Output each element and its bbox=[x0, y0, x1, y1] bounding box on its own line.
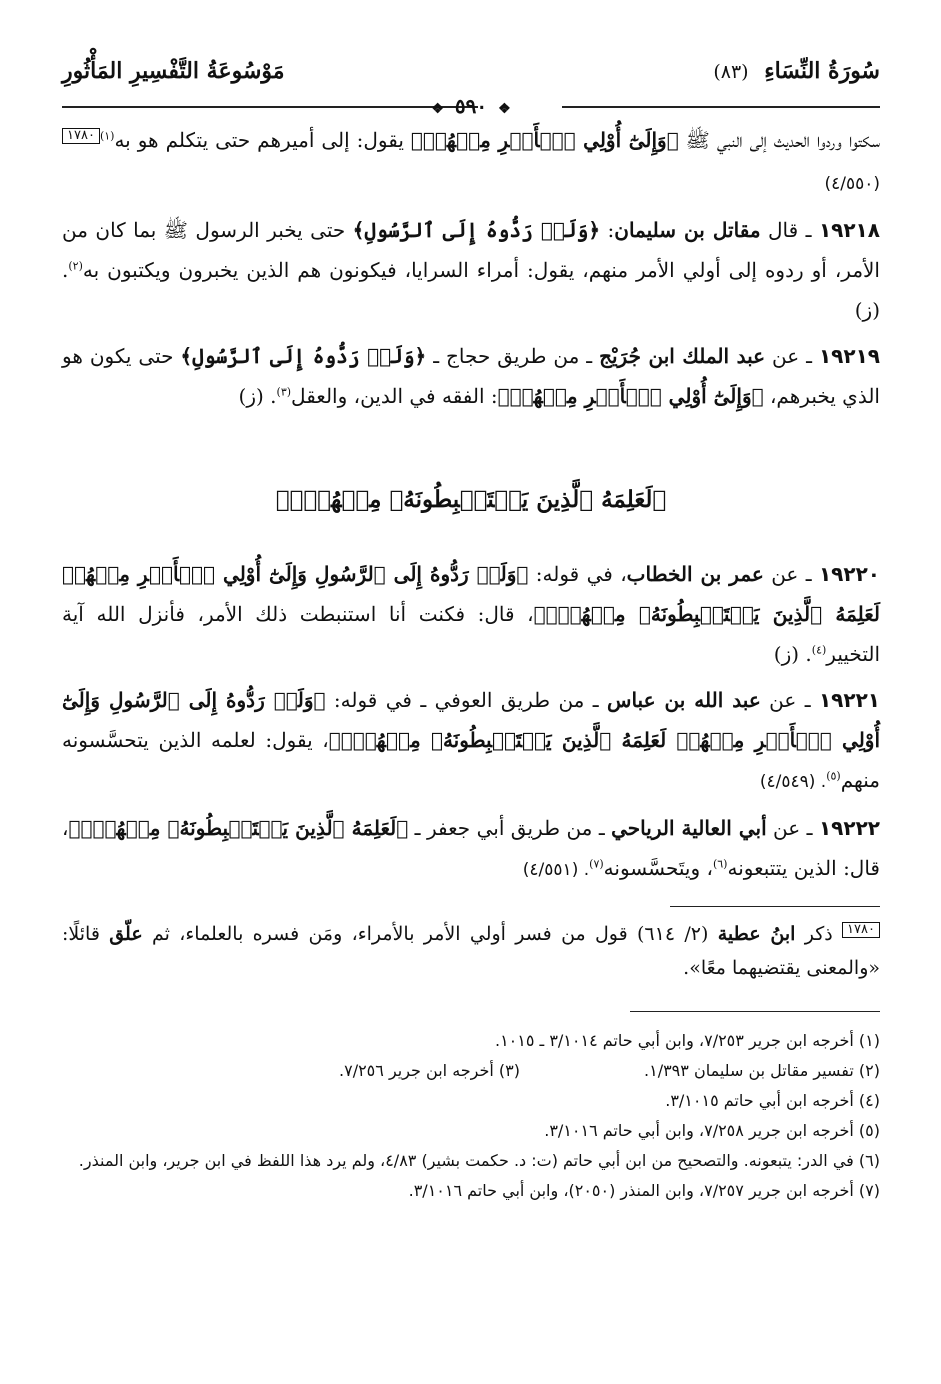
text: ـ من طريق أبي جعفر ـ bbox=[408, 816, 612, 840]
footnote-marker[interactable]: (٥) bbox=[826, 769, 841, 783]
text: ، يقول: لعلمه الذين يتحسَّسونه منهم bbox=[62, 728, 880, 792]
footnote-marker[interactable]: (٢) bbox=[68, 259, 83, 273]
quran-quote: ﴿وَإِلَىٰٓ أُوْلِي ٱلۡأَمۡرِ مِنۡهُمۡ﴾ bbox=[497, 384, 764, 408]
ornament-icon: ❖ bbox=[431, 101, 444, 117]
paragraph-continuation bbox=[62, 120, 880, 204]
text: حتى يخبر الرسول ﷺ بما كان من الأمر، أو ردوه إلى أولي الأمر منهم، يقول: أمراء السرايا، فيكونون هم الذين يخبرون ويكتبون به bbox=[62, 218, 880, 282]
book-title: مَوْسُوعَةُ التَّفْسِيرِ المَأْثُورِ bbox=[62, 58, 285, 84]
footnote-marker[interactable]: (٣) bbox=[276, 385, 292, 399]
narration-number: ١٩٢٢٢ bbox=[818, 816, 880, 840]
quran-quote: ﴿وَلَوۡ رَدُّوهُ إِلَى ٱلرَّسُولِ وَإِلَىٰٓ أُوْلِي ٱلۡأَمۡرِ مِنۡهُمۡ لَعَلِمَهُ ٱلَّذِينَ يَسۡتَنۢبِطُونَهُۥ مِنۡهُمۡۗ﴾ bbox=[62, 562, 880, 626]
narration-19222 bbox=[62, 808, 880, 890]
commentary-divider bbox=[670, 906, 880, 907]
narration-number: ١٩٢١٩ bbox=[818, 344, 880, 368]
text: ، في قوله: bbox=[528, 562, 627, 586]
footnote-5: (٥) أخرجه ابن جرير ٧/٢٥٨، وابن أبي حاتم ٣/١٠١٦. bbox=[544, 1121, 880, 1140]
narration-19220 bbox=[62, 554, 880, 674]
commentary-box-number: ١٧٨٠ bbox=[842, 922, 880, 938]
footnote-marker[interactable]: (٤) bbox=[811, 643, 827, 657]
narration-19219 bbox=[62, 336, 880, 416]
text: ، ويتَحسَّسونه bbox=[603, 856, 713, 880]
ornament-icon: ❖ bbox=[498, 101, 511, 117]
quran-quote: ﴿لَعَلِمَهُ ٱلَّذِينَ يَسۡتَنۢبِطُونَهُۥ مِنۡهُمۡۗ﴾ bbox=[68, 816, 409, 840]
footnote-marker[interactable]: (٦) bbox=[712, 857, 728, 871]
footnote-marker[interactable]: (١) bbox=[99, 129, 115, 143]
quran-quote: ﴿وَلَوۡ رَدُّوهُ إِلَى ٱلرَّسُولِ﴾ bbox=[352, 218, 601, 242]
narrator-name: عبد الملك ابن جُرَيْج bbox=[599, 344, 766, 368]
footnote-2: (٢) تفسير مقاتل بن سليمان ١/٣٩٣. bbox=[644, 1061, 880, 1080]
text: يقول: إلى أميرهم حتى يتكلم هو به bbox=[114, 128, 411, 152]
narrator-name: عمر بن الخطاب bbox=[626, 562, 764, 586]
source-reference: . (٤/٥٥١) bbox=[522, 860, 590, 880]
footnote-7: (٧) أخرجه ابن جرير ٧/٢٥٧، وابن المنذر (٢٠٥٠)، وابن أبي حاتم ٣/١٠١٦. bbox=[408, 1181, 880, 1200]
text: ـ عن bbox=[765, 344, 819, 368]
narration-19218 bbox=[62, 210, 880, 330]
source-reference: (٤/٥٥٠) bbox=[824, 174, 880, 194]
header-rule bbox=[62, 94, 880, 120]
commentary-note bbox=[62, 917, 880, 985]
text: ـ عن bbox=[763, 562, 819, 586]
emphasized-word: علّق bbox=[109, 923, 143, 945]
footnotes bbox=[62, 1026, 880, 1206]
text: ـ من طريق العوفي ـ في قوله: bbox=[325, 688, 608, 712]
footnote-4: (٤) أخرجه ابن أبي حاتم ٣/١٠١٥. bbox=[665, 1091, 880, 1110]
text: ـ عن bbox=[766, 816, 819, 840]
narration-19221 bbox=[62, 680, 880, 802]
narration-number: ١٩٢١٨ bbox=[818, 218, 880, 242]
footnote-1: (١) أخرجه ابن جرير ٧/٢٥٣، وابن أبي حاتم ٣/١٠١٤ ـ ١٠١٥. bbox=[494, 1031, 880, 1050]
section-heading: ﴿لَعَلِمَهُ ٱلَّذِينَ يَسۡتَنۢبِطُونَهُۥ مِنۡهُمۡۗ﴾ bbox=[275, 486, 667, 513]
text: ـ قال bbox=[760, 218, 819, 242]
text: قائلًا: «والمعنى يقتضيهما معًا». bbox=[62, 923, 880, 979]
text: حتى يكون هو الذي يخبرهم، bbox=[62, 344, 880, 408]
quran-quote: ﴿وَلَوۡ رَدُّوهُ إِلَى ٱلرَّسُولِ وَإِلَىٰٓ أُوْلِي ٱلۡأَمۡرِ مِنۡهُمۡ لَعَلِمَهُ ٱلَّذِينَ يَسۡتَنۢبِطُونَهُۥ مِنۡهُمۡۗ﴾ bbox=[62, 688, 880, 752]
text: (٢/ ٦١٤) قول من فسر أولي الأمر بالأمراء، ومَن فسره بالعلماء، ثم bbox=[142, 923, 718, 945]
text: ذكر bbox=[795, 923, 843, 945]
footnote-row-2-3 bbox=[62, 1056, 880, 1086]
page bbox=[62, 52, 880, 1206]
text: : الفقه في الدين، والعقل bbox=[291, 384, 498, 408]
footnote-3: (٣) أخرجه ابن جرير ٧/٢٥٦. bbox=[339, 1061, 520, 1080]
page-number-row bbox=[62, 94, 880, 118]
text: ، قال: فكنت أنا استنبطت ذلك الأمر، فأنزل الله آية التخيير bbox=[62, 602, 880, 666]
commentary-box-number[interactable]: ١٧٨٠ bbox=[62, 128, 100, 144]
surah-name: سُورَةُ النِّسَاءِ bbox=[764, 58, 880, 84]
narrator-name: عبد الله بن عباس bbox=[607, 688, 761, 712]
narrator-name: أبي العالية الرياحي bbox=[611, 816, 767, 840]
scholar-name: ابنُ عطية bbox=[717, 923, 796, 945]
quran-quote: ﴿وَلَوۡ رَدُّوهُ إِلَى ٱلرَّسُولِ﴾ bbox=[180, 344, 427, 368]
narrator-name: مقاتل بن سليمان bbox=[614, 218, 761, 242]
quran-quote: ﴿وَإِلَىٰٓ أُوْلِي ٱلۡأَمۡرِ مِنۡهُمۡ﴾ bbox=[410, 128, 679, 152]
narration-number: ١٩٢٢١ bbox=[818, 688, 880, 712]
text: ، قال: الذين يتتبعونه bbox=[62, 816, 880, 880]
text: سكتوا وردوا الحديث إلى النبي ﷺ bbox=[678, 128, 880, 152]
text: ـ من طريق حجاج ـ bbox=[426, 344, 600, 368]
running-header bbox=[62, 52, 880, 92]
narration-number: ١٩٢٢٠ bbox=[818, 562, 881, 586]
text: ـ عن bbox=[760, 688, 819, 712]
page-number: ٥٩٠ bbox=[454, 94, 488, 118]
verse-reference: (٨٣) bbox=[713, 61, 749, 83]
footnotes-divider bbox=[630, 1011, 880, 1012]
footnote-6: (٦) في الدر: يتبعونه. والتصحيح من ابن أبي حاتم (ت: د. حكمت بشير) ٤/٨٣، ولم يرد هذا اللفظ في ابن جرير، وابن المنذر. bbox=[78, 1151, 880, 1170]
text: : bbox=[600, 218, 615, 242]
source-reference: . (ز) bbox=[773, 642, 812, 666]
footnote-marker[interactable]: (٧) bbox=[589, 857, 604, 871]
source-reference: . (ز) bbox=[62, 258, 880, 322]
source-reference: . (٤/٥٤٩) bbox=[759, 772, 827, 792]
surah-title bbox=[713, 58, 880, 84]
source-reference: . (ز) bbox=[238, 384, 277, 408]
